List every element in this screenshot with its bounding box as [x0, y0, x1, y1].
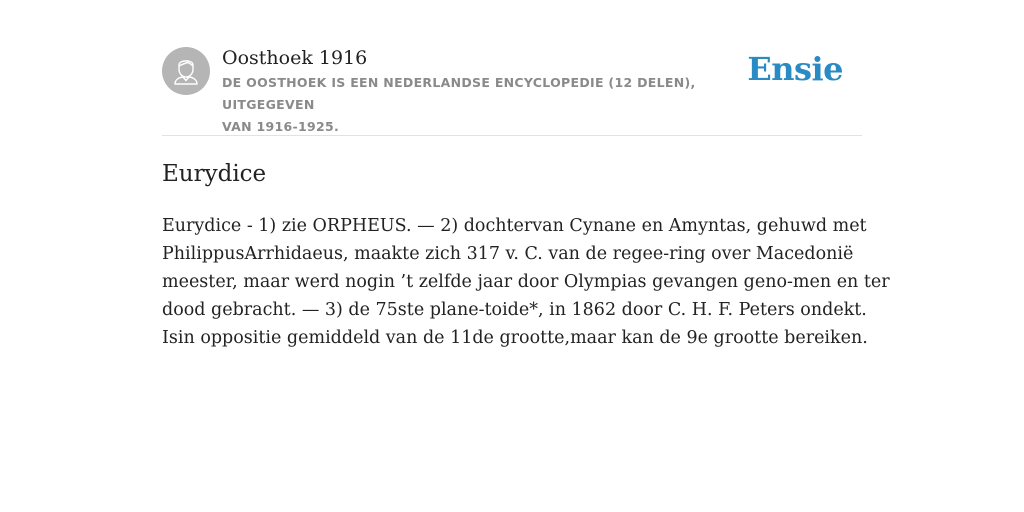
entry-body-line: dood gebracht. — 3) de 75ste plane-toide*, in 1862 door C. H. F. Peters ondekt. — [162, 300, 867, 320]
source-description-line: VAN 1916-1925. — [222, 119, 340, 134]
entry-body-line: Eurydice - 1) zie ORPHEUS. — 2) dochtervan Cynane en Amyntas, gehuwd met — [162, 216, 867, 236]
entry-body-line: PhilippusArrhidaeus, maakte zich 317 v. C. van de regee-ring over Macedonië — [162, 244, 854, 264]
entry-body-line: Isin oppositie gemiddeld van de 11de grootte,maar kan de 9e grootte bereiken. — [162, 328, 868, 348]
source-description-line: DE OOSTHOEK IS EEN NEDERLANDSE ENCYCLOPEDIE (12 DELEN), UITGEGEVEN — [222, 75, 696, 112]
entry-body-line: meester, maar werd nogin ’t zelfde jaar door Olympias gevangen geno-men en ter — [162, 272, 890, 292]
entry-body — [162, 212, 890, 352]
avatar[interactable] — [162, 47, 210, 95]
entry-title: Eurydice — [162, 161, 267, 187]
ensie-logo[interactable]: Ensie — [747, 50, 843, 88]
divider — [162, 135, 862, 136]
source-name[interactable]: Oosthoek 1916 — [222, 47, 368, 69]
source-description — [222, 72, 762, 138]
source-header — [162, 45, 862, 135]
user-icon — [162, 47, 210, 95]
